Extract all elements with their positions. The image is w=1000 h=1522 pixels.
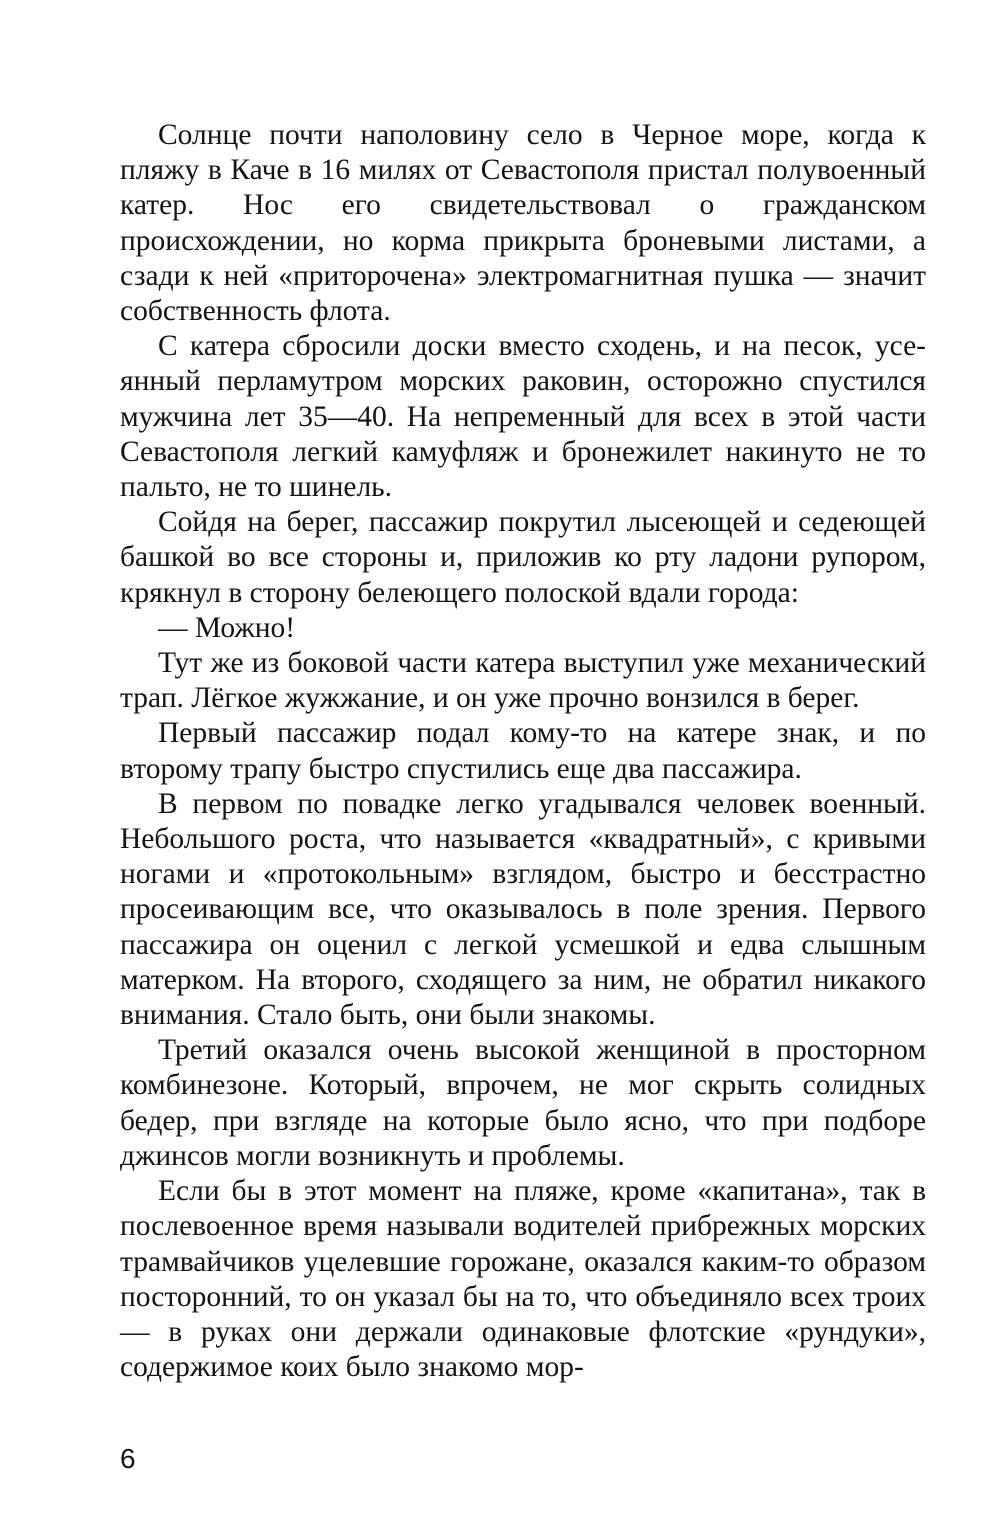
paragraph-4-dialogue: — Можно! [158,611,296,644]
page-number: 6 [120,1443,136,1474]
paragraph-1: Солнце почти наполовину село в Черное море, когда к пляжу в Каче в 16 милях от Севастополя пристал полувоенный катер. Нос его свидетельствовал о гражданском происхождении, но корма прикрыта броневыми листами, а сзади к ней «приторочена» электромагнитная пушка — значит собственность флота. [120,119,926,328]
body-text [120,118,926,1385]
paragraph-9: Если бы в этот момент на пляже, кроме «капитана», так в послевоенное время называли водителей прибрежных морских трамвайчиков уцелевшие горожане, оказался каким-то образом посторонний, то он указал бы на то, что объединяло всех троих — в руках они держали одинаковые флотские «рундуки», содержимое коих было знакомо мор- [120,1175,926,1384]
paragraph-7: В первом по повадке легко угадывался человек военный. Небольшого роста, что называется «квадратный», с кривыми ногами и «протокольным» взглядом, быстро и бесстрастно просеивающим все, что оказывалось в поле зрения. Первого пассажира он оценил с легкой усмешкой и едва слышным матерком. На второго, сходящего за ним, не обратил никакого внимания. Стало быть, они были знакомы. [120,787,926,1032]
paragraph-2: С катера сбросили доски вместо сходень, и на песок, усеянный перламутром морских раковин, осторожно спустился мужчина лет 35—40. На непременный для всех в этой части Севастополя легкий камуфляж и бронежилет накинуто не то пальто, не то шинель. [120,330,926,504]
paragraph-3: Сойдя на берег, пассажир покрутил лысеющей и седеющей башкой во все стороны и, приложив ко рту ладони рупором, крякнул в сторону белеющего полоской вдали города: [120,506,926,609]
paragraph-6: Первый пассажир подал кому-то на катере знак, и по второму трапу быстро спустились еще два пассажира. [120,717,926,785]
paragraph-8: Третий оказался очень высокой женщиной в просторном комбинезоне. Который, впрочем, не мог скрыть солидных бедер, при взгляде на которые было ясно, что при подборе джинсов могли возникнуть и проблемы. [120,1034,926,1172]
paragraph-5: Тут же из боковой части катера выступил уже механический трап. Лёгкое жужжание, и он уже прочно вонзился в берег. [120,647,926,715]
